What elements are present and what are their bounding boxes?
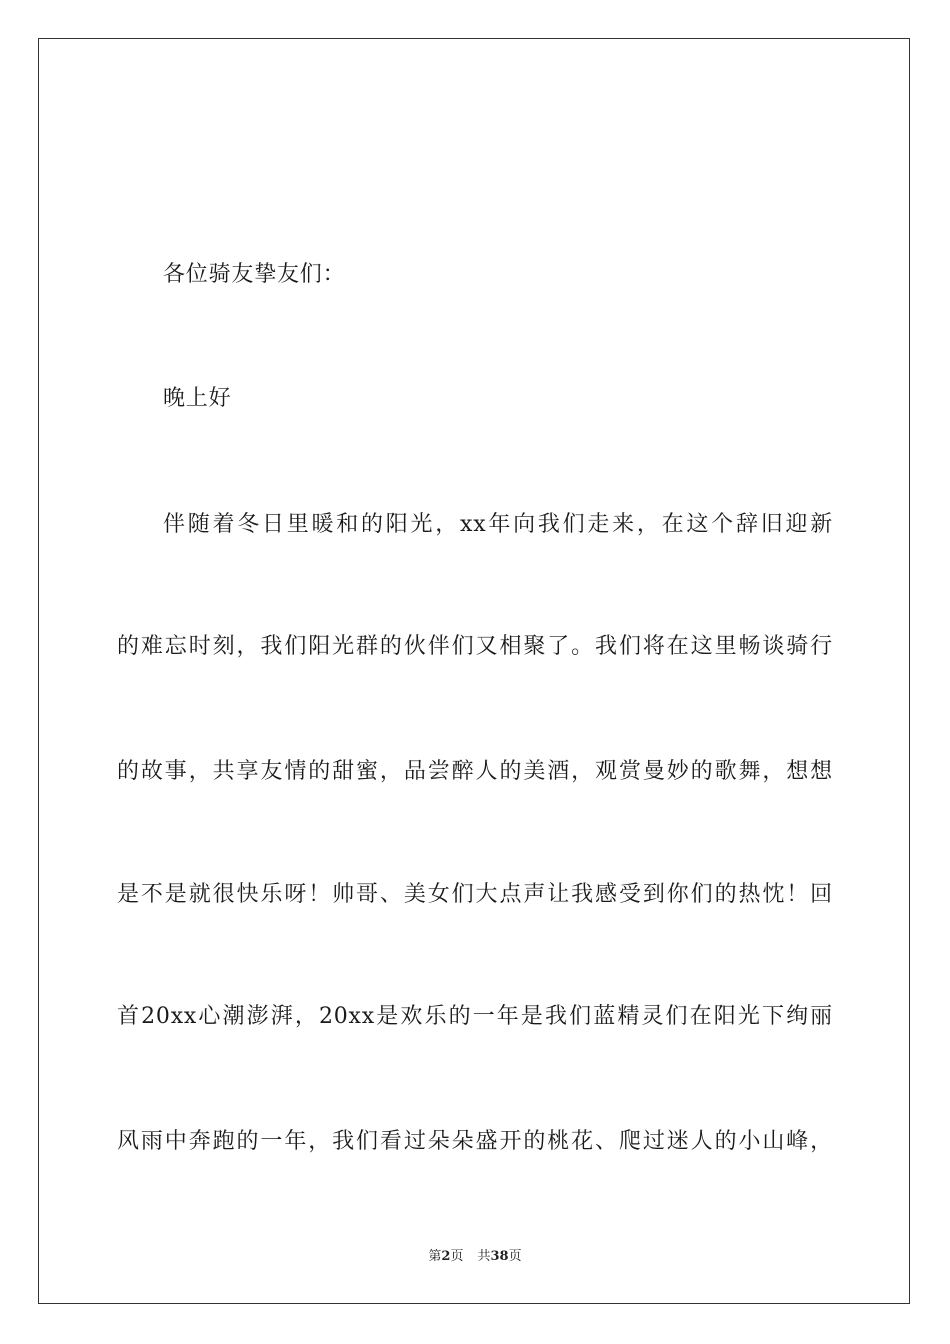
greeting: 晚上好: [163, 386, 232, 411]
paragraph-line-1: 伴随着冬日里暖和的阳光，xx年向我们走来，在这个辞旧迎新: [163, 512, 833, 537]
footer-total-pages: 38: [490, 1249, 509, 1264]
paragraph-line-6: 风雨中奔跑的一年，我们看过朵朵盛开的桃花、爬过迷人的小山峰，: [117, 1129, 833, 1154]
salutation: 各位骑友挚友们：: [163, 262, 346, 287]
paragraph-line-2: 的难忘时刻，我们阳光群的伙伴们又相聚了。我们将在这里畅谈骑行: [117, 634, 833, 659]
footer-page-number: 2: [441, 1249, 451, 1264]
paragraph-line-3: 的故事，共享友情的甜蜜，品尝醉人的美酒，观赏曼妙的歌舞，想想: [117, 759, 833, 784]
footer-total-prefix: 共: [477, 1249, 491, 1264]
footer-total-suffix: 页: [508, 1249, 522, 1264]
page-border: [38, 38, 910, 1304]
footer-page-prefix: 第: [428, 1249, 442, 1264]
footer-page-suffix: 页: [450, 1249, 464, 1264]
page-footer: [0, 1248, 950, 1266]
paragraph-line-4: 是不是就很快乐呀！帅哥、美女们大点声让我感受到你们的热忱！回: [117, 882, 833, 907]
paragraph-line-5: 首20xx心潮澎湃，20xx是欢乐的一年是我们蓝精灵们在阳光下绚丽: [117, 1004, 833, 1029]
